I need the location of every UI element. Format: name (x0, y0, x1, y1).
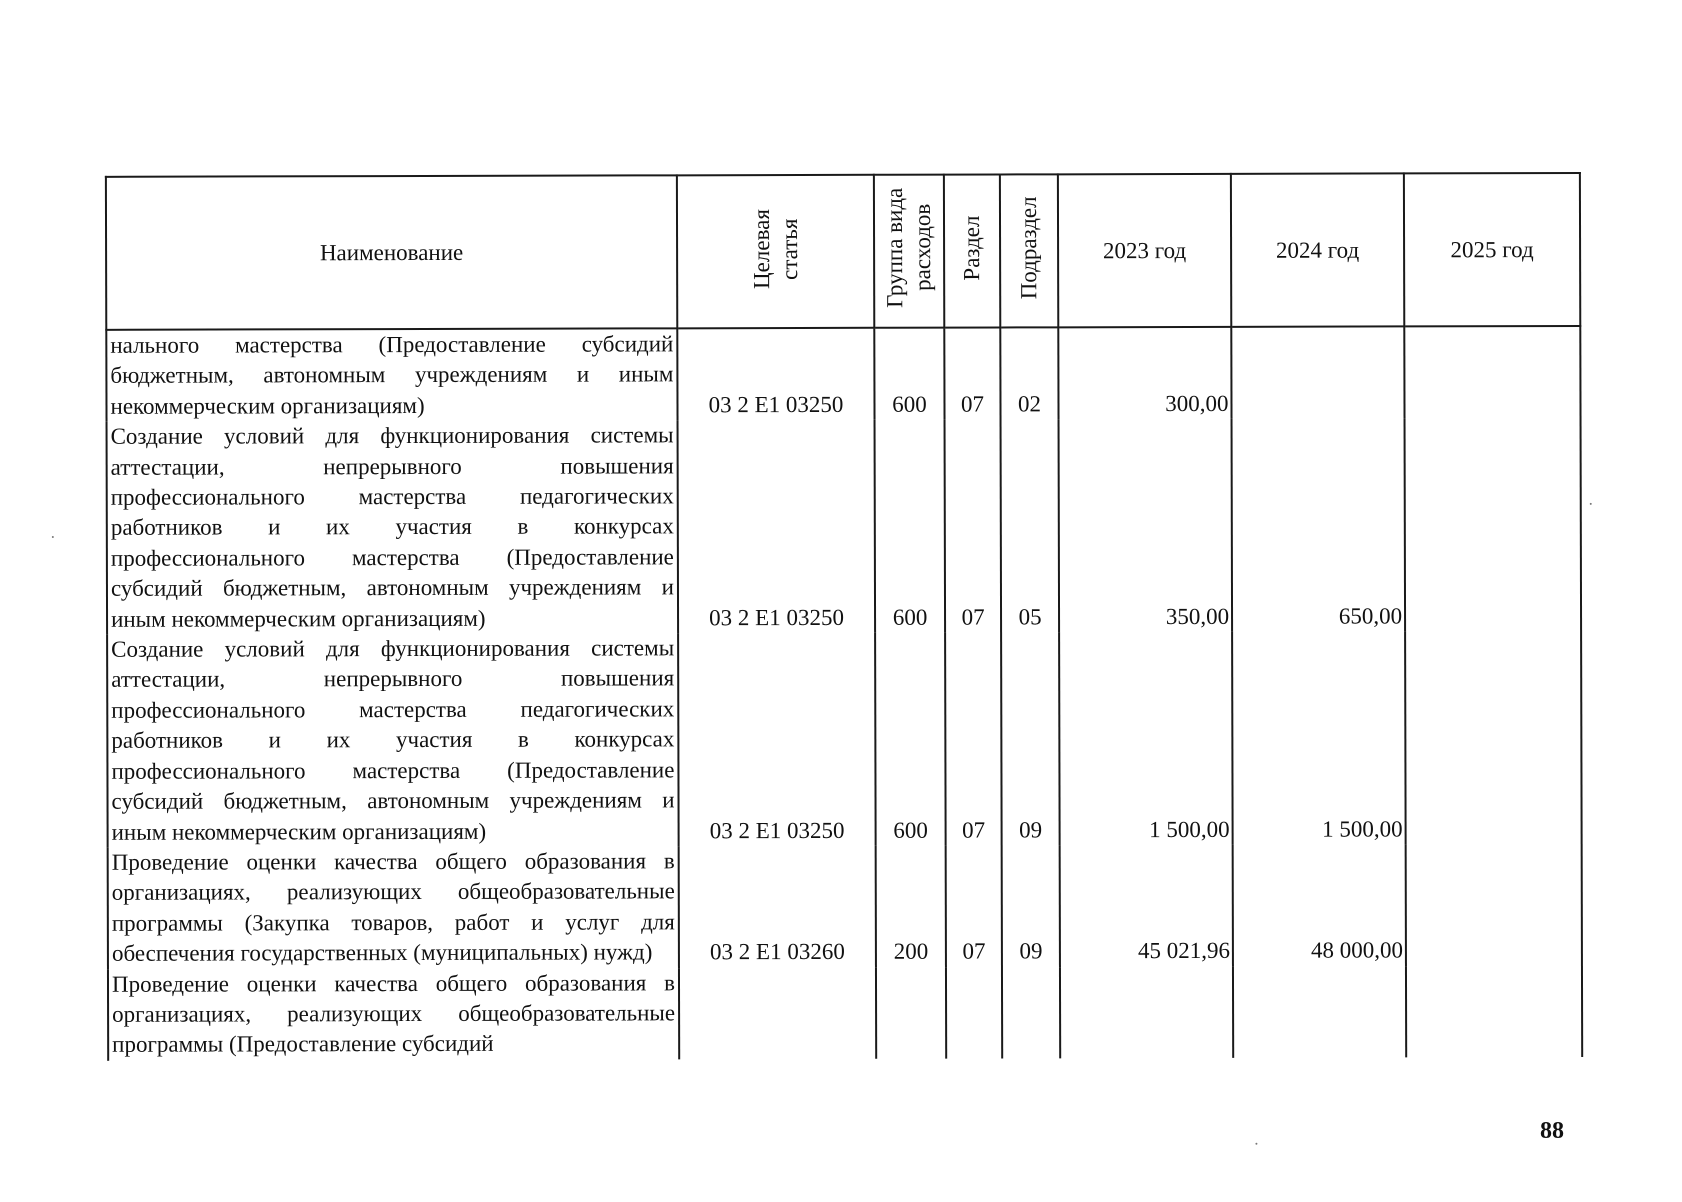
header-name: Наименование (106, 175, 677, 329)
row-expense-group: 600 (875, 633, 946, 846)
row-name: нального мастерства (Предоставление субсидий бюджетным, автономным учреждениям и иным некоммерческим организациям) (106, 328, 677, 422)
row-amount-2024: 650,00 (1232, 419, 1406, 632)
header-subsection-label: Подраздел (1015, 196, 1042, 300)
header-expense-group-label: Группа вида расходов (881, 188, 936, 309)
row-expense-group: 200 (876, 846, 946, 968)
header-2024: 2024 год (1231, 173, 1404, 326)
row-name: Создание условий для функционирования системы аттестации, непрерывного повышения профессионального мастерства педагогических работников и их участия в конкурсах профессионального мастерства (Предоставление субсидий бюджетным, автономным учреждениям и иным некоммерческим организациям) (107, 421, 679, 635)
row-section: 07 (944, 327, 1000, 419)
row-subsection: 09 (1002, 845, 1060, 967)
row-amount-2024 (1233, 966, 1406, 1058)
table-row (108, 844, 1582, 969)
row-amount-2025 (1404, 326, 1580, 419)
row-amount-2025 (1406, 844, 1582, 966)
header-section (944, 174, 1000, 327)
row-subsection: 02 (1000, 327, 1058, 419)
row-amount-2023: 45 021,96 (1060, 845, 1233, 967)
row-amount-2025 (1405, 418, 1582, 631)
scan-speck (1590, 503, 1592, 505)
row-subsection: 09 (1001, 632, 1060, 845)
header-section-label: Раздел (958, 215, 985, 281)
row-amount-2024: 1 500,00 (1232, 631, 1406, 844)
budget-table (105, 172, 1583, 1061)
row-section: 07 (946, 845, 1002, 967)
row-amount-2025 (1405, 631, 1582, 844)
row-target-article: 03 2 Е1 03250 (677, 328, 874, 421)
row-name: Проведение оценки качества общего образования в организациях, реализующих общеобразовательные программы (Предоставление субсидий (108, 968, 679, 1061)
table-header-row (106, 173, 1580, 330)
row-expense-group (876, 967, 946, 1058)
scan-speck (52, 536, 54, 538)
row-subsection (1002, 967, 1060, 1058)
table-row (108, 965, 1582, 1060)
page-number: 88 (1540, 1118, 1564, 1144)
row-amount-2023: 1 500,00 (1059, 632, 1233, 845)
table-row (106, 326, 1580, 422)
table-row (107, 418, 1582, 635)
row-amount-2024 (1231, 326, 1404, 419)
row-section: 07 (945, 633, 1002, 846)
row-expense-group: 600 (875, 420, 946, 633)
row-name: Создание условий для функционирования системы аттестации, непрерывного повышения профессионального мастерства педагогических работников и их участия в конкурсах профессионального мастерства (Предоставление субсидий бюджетным, автономным учреждениям и иным некоммерческим организациям) (107, 633, 679, 847)
row-target-article: 03 2 Е1 03250 (678, 633, 876, 846)
row-subsection: 05 (1001, 420, 1060, 633)
row-amount-2023: 300,00 (1058, 327, 1231, 420)
row-amount-2023 (1060, 966, 1233, 1058)
row-target-article (679, 967, 876, 1059)
header-2025: 2025 год (1404, 173, 1580, 326)
table-row (107, 631, 1582, 848)
row-target-article: 03 2 Е1 03250 (678, 420, 876, 633)
row-target-article: 03 2 Е1 03260 (679, 846, 876, 968)
row-section (946, 967, 1002, 1058)
row-amount-2025 (1406, 965, 1582, 1057)
header-2023: 2023 год (1058, 174, 1231, 327)
header-target-article (677, 175, 874, 329)
row-amount-2023: 350,00 (1059, 419, 1233, 632)
row-name: Проведение оценки качества общего образования в организациях, реализующих общеобразовательные программы (Закупка товаров, работ и услуг для обеспечения государственных (муниципальных) нужд) (108, 846, 679, 969)
row-section: 07 (945, 420, 1002, 633)
row-expense-group: 600 (874, 328, 944, 420)
header-target-article-label: Целевая статья (748, 208, 802, 289)
row-amount-2024: 48 000,00 (1233, 844, 1406, 966)
header-expense-group (874, 175, 944, 328)
scan-speck (1255, 1143, 1257, 1145)
header-subsection (1000, 174, 1058, 327)
